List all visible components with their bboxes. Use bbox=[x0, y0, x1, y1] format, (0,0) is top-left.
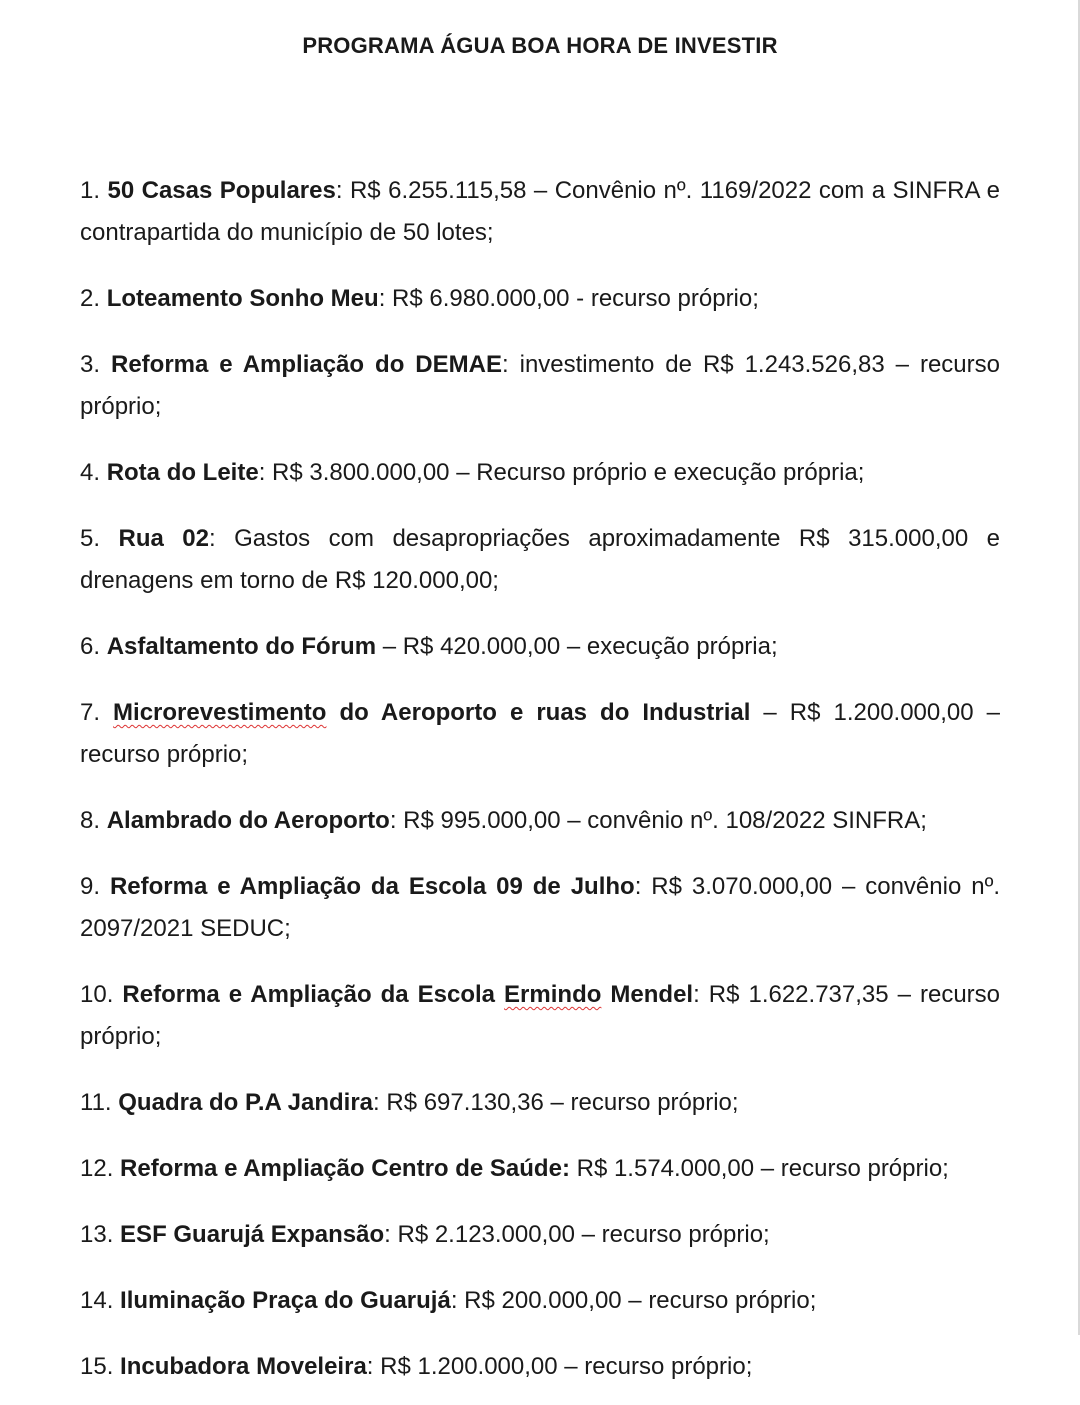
item-number: 8. bbox=[80, 807, 101, 834]
item-text: R$ 200.000,00 – recurso próprio; bbox=[457, 1287, 817, 1314]
item-number: 3. bbox=[80, 351, 101, 378]
list-item bbox=[80, 1346, 1000, 1388]
item-separator: : bbox=[389, 807, 397, 834]
item-text: R$ 1.574.000,00 – recurso próprio; bbox=[569, 1155, 949, 1182]
item-text: R$ 995.000,00 – convênio nº. 108/2022 SINFRA; bbox=[396, 807, 927, 834]
item-name: Asfaltamento do Fórum bbox=[106, 633, 377, 660]
item-text: R$ 2.123.000,00 – recurso próprio; bbox=[390, 1221, 770, 1248]
investment-list bbox=[80, 146, 1000, 1405]
item-name: Reforma e Ampliação Centro de Saúde: bbox=[120, 1155, 570, 1182]
list-item bbox=[80, 1082, 1000, 1124]
item-text: – R$ 420.000,00 – execução própria; bbox=[376, 633, 778, 660]
item-name: Reforma e Ampliação da Escola 09 de Julho bbox=[109, 873, 635, 900]
spellcheck-word: Microrevestimento bbox=[113, 699, 327, 726]
item-text: R$ 3.070.000,00 – convênio nº. 2097/2021 SEDUC; bbox=[80, 873, 1001, 942]
item-number: 7. bbox=[80, 699, 101, 726]
item-separator: : bbox=[209, 525, 216, 552]
item-name-start: Reforma e Ampliação da Escola bbox=[122, 981, 505, 1008]
item-text: R$ 697.130,36 – recurso próprio; bbox=[379, 1089, 739, 1116]
item-number: 4. bbox=[80, 459, 101, 486]
list-item bbox=[80, 518, 1000, 602]
item-name: Incubadora Moveleira bbox=[120, 1353, 367, 1380]
item-text: R$ 3.800.000,00 – Recurso próprio e execução própria; bbox=[265, 459, 865, 486]
item-name: Rota do Leite bbox=[106, 459, 259, 486]
item-name: Quadra do P.A Jandira bbox=[118, 1089, 374, 1116]
item-name: Iluminação Praça do Guarujá bbox=[120, 1287, 451, 1314]
item-number: 9. bbox=[80, 873, 101, 900]
item-separator: : bbox=[335, 177, 343, 204]
item-number: 11. bbox=[80, 1089, 112, 1116]
list-item bbox=[80, 974, 1000, 1058]
item-name bbox=[113, 699, 750, 726]
item-number: 15. bbox=[80, 1353, 114, 1380]
item-number: 6. bbox=[80, 633, 101, 660]
list-item bbox=[80, 626, 1000, 668]
item-name: Alambrado do Aeroporto bbox=[106, 807, 390, 834]
item-name: Rua 02 bbox=[118, 525, 209, 552]
list-item bbox=[80, 452, 1000, 494]
item-text: R$ 6.980.000,00 - recurso próprio; bbox=[385, 285, 759, 312]
list-item bbox=[80, 278, 1000, 320]
item-text: R$ 1.200.000,00 – recurso próprio; bbox=[373, 1353, 753, 1380]
item-number: 1. bbox=[80, 177, 101, 204]
item-number: 13. bbox=[80, 1221, 114, 1248]
list-item bbox=[80, 170, 1000, 254]
list-item bbox=[80, 1280, 1000, 1322]
item-separator: : bbox=[634, 873, 642, 900]
item-separator: : bbox=[501, 351, 509, 378]
item-separator: : bbox=[450, 1287, 458, 1314]
item-separator: : bbox=[693, 981, 700, 1008]
item-name-rest: do Aeroporto e ruas do Industrial bbox=[326, 699, 751, 726]
list-item bbox=[80, 866, 1000, 950]
list-item bbox=[80, 800, 1000, 842]
item-name bbox=[122, 981, 693, 1008]
item-number: 2. bbox=[80, 285, 101, 312]
item-text: investimento de R$ 1.243.526,83 – recurso próprio; bbox=[80, 351, 1000, 420]
item-name: 50 Casas Populares bbox=[107, 177, 336, 204]
item-name: Reforma e Ampliação do DEMAE bbox=[110, 351, 502, 378]
item-number: 10. bbox=[80, 981, 114, 1008]
list-item bbox=[80, 344, 1000, 428]
item-text: – R$ 1.200.000,00 – recurso próprio; bbox=[80, 699, 1000, 768]
item-number: 14. bbox=[80, 1287, 114, 1314]
spellcheck-word: Ermindo bbox=[504, 981, 602, 1008]
item-separator: : bbox=[258, 459, 266, 486]
item-text: R$ 1.622.737,35 – recurso próprio; bbox=[80, 981, 1001, 1050]
item-separator: : bbox=[378, 285, 386, 312]
item-separator: : bbox=[366, 1353, 374, 1380]
item-number: 12. bbox=[80, 1155, 114, 1182]
list-item bbox=[80, 692, 1000, 776]
item-text: Gastos com desapropriações aproximadamente R$ 315.000,00 e drenagens em torno de R$ 120.000,00; bbox=[80, 525, 1001, 594]
item-name: ESF Guarujá Expansão bbox=[120, 1221, 385, 1248]
item-text: R$ 6.255.115,58 – Convênio nº. 1169/2022 com a SINFRA e contrapartida do município de 50 lotes; bbox=[80, 177, 1000, 246]
item-number: 5. bbox=[80, 525, 101, 552]
item-separator: : bbox=[373, 1089, 380, 1116]
item-name: Loteamento Sonho Meu bbox=[106, 285, 379, 312]
list-item bbox=[80, 1214, 1000, 1256]
item-name-rest: Mendel bbox=[601, 981, 694, 1008]
document-title: PROGRAMA ÁGUA BOA HORA DE INVESTIR bbox=[302, 33, 778, 58]
list-item bbox=[80, 1148, 1000, 1190]
item-separator: : bbox=[384, 1221, 391, 1248]
